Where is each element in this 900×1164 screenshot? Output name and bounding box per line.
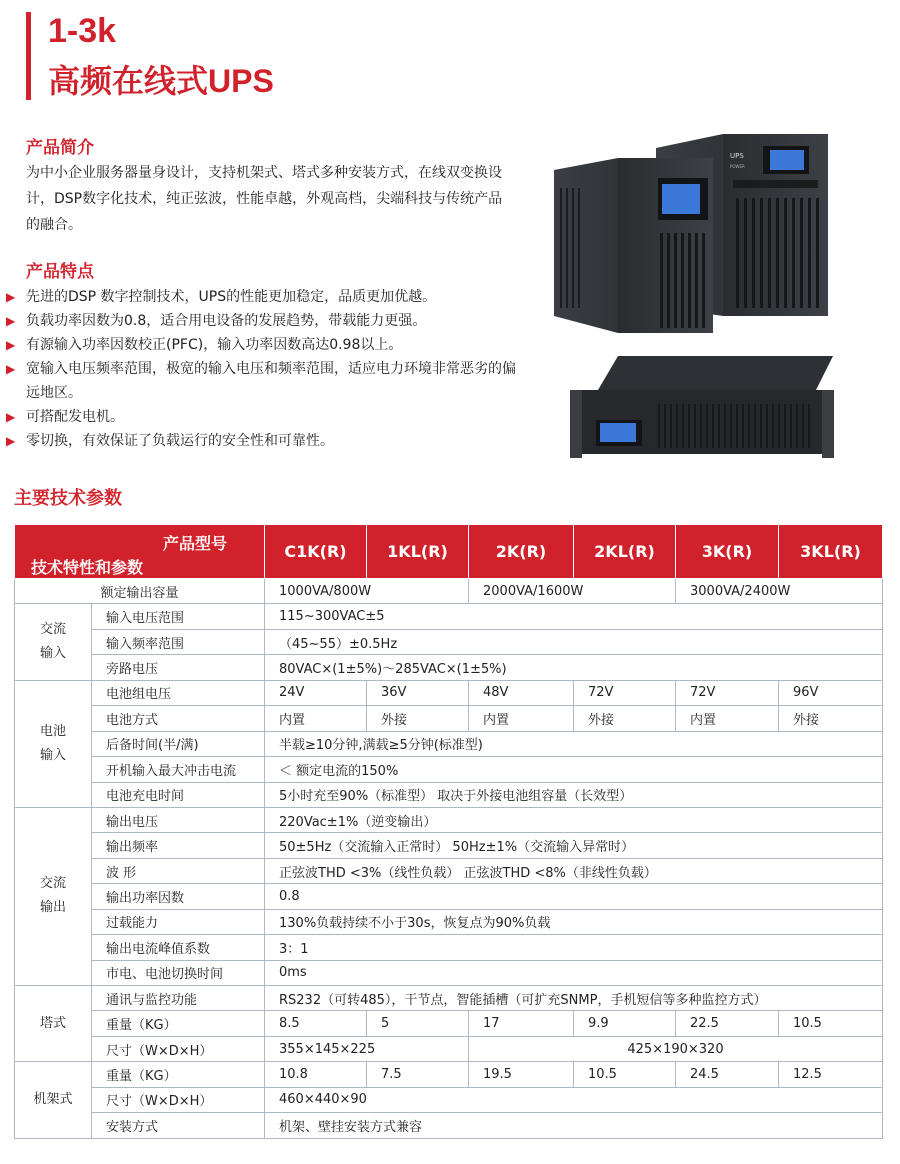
spec-value: 5	[367, 1011, 469, 1036]
model-header: 2KL(R)	[574, 525, 676, 579]
table-row	[15, 680, 883, 705]
param-label: 输入电压范围	[92, 604, 265, 629]
spec-value: 24.5	[676, 1062, 779, 1087]
param-label: 市电、电池切换时间	[92, 960, 265, 985]
table-row	[15, 833, 883, 858]
spec-value: 10.5	[574, 1062, 676, 1087]
table-row	[15, 629, 883, 654]
param-label: 尺寸（W×D×H）	[92, 1036, 265, 1061]
feature-item: ▶ 先进的DSP 数字控制技术，UPS的性能更加稳定，品质更加优越。	[6, 285, 516, 309]
arrow-right-icon: ▶	[6, 362, 16, 376]
ups-label: UPS	[730, 152, 744, 160]
table-row	[15, 604, 883, 629]
param-label: 安装方式	[92, 1113, 265, 1138]
spec-value: RS232（可转485），干节点，智能插槽（可扩充SNMP，手机短信等多种监控方式）	[265, 986, 883, 1011]
param-label: 通讯与监控功能	[92, 986, 265, 1011]
table-row	[15, 884, 883, 909]
spec-value: 7.5	[367, 1062, 469, 1087]
table-row	[15, 1087, 883, 1112]
spec-header-row	[15, 525, 883, 579]
feature-item: ▶ 宽输入电压频率范围，极宽的输入电压和频率范围，适应电力环境非常恶劣的偏远地区。	[6, 357, 516, 405]
spec-value: 外接	[779, 706, 883, 731]
table-row	[15, 1062, 883, 1087]
features-list	[6, 285, 516, 453]
spec-value: 19.5	[469, 1062, 574, 1087]
spec-value: 机架、壁挂安装方式兼容	[265, 1113, 883, 1138]
arrow-right-icon: ▶	[6, 434, 16, 448]
param-label: 波 形	[92, 858, 265, 883]
spec-value: 内置	[469, 706, 574, 731]
spec-value: 外接	[367, 706, 469, 731]
arrow-right-icon: ▶	[6, 338, 16, 352]
feature-item: ▶ 可搭配发电机。	[6, 405, 516, 429]
spec-value: ＜ 额定电流的150%	[265, 757, 883, 782]
table-row	[15, 706, 883, 731]
group-ac-input: 交流 输入	[15, 604, 92, 680]
table-row	[15, 757, 883, 782]
spec-value: 460×440×90	[265, 1087, 883, 1112]
param-label: 输出电流峰值系数	[92, 935, 265, 960]
spec-value: 36V	[367, 680, 469, 705]
model-header: 3K(R)	[676, 525, 779, 579]
spec-table	[14, 524, 883, 1139]
table-row	[15, 1011, 883, 1036]
spec-value: 1000VA/800W	[265, 579, 469, 604]
param-label: 电池充电时间	[92, 782, 265, 807]
spec-value: 72V	[676, 680, 779, 705]
corner-model-label: 产品型号	[163, 534, 228, 553]
param-label: 重量（KG）	[92, 1062, 265, 1087]
model-header: 3KL(R)	[779, 525, 883, 579]
spec-value: 内置	[265, 706, 367, 731]
specs-heading: 主要技术参数	[14, 488, 122, 509]
table-row	[15, 1036, 883, 1061]
feature-item: ▶ 零切换，有效保证了负载运行的安全性和可靠性。	[6, 429, 516, 453]
spec-value: 355×145×225	[265, 1036, 469, 1061]
spec-value: 115~300VAC±5	[265, 604, 883, 629]
spec-value: 12.5	[779, 1062, 883, 1087]
spec-value: 96V	[779, 680, 883, 705]
page-title-line2: 高频在线式UPS	[48, 63, 274, 99]
title-accent-bar	[26, 12, 31, 100]
spec-value: 9.9	[574, 1011, 676, 1036]
spec-value: 外接	[574, 706, 676, 731]
table-row	[15, 731, 883, 756]
table-row	[15, 1113, 883, 1138]
spec-value: 3：1	[265, 935, 883, 960]
spec-value: 17	[469, 1011, 574, 1036]
spec-value: 425×190×320	[469, 1036, 883, 1061]
spec-value: 72V	[574, 680, 676, 705]
group-ac-output: 交流 输出	[15, 807, 92, 985]
param-label: 输出功率因数	[92, 884, 265, 909]
arrow-right-icon: ▶	[6, 290, 16, 304]
spec-value: 80VAC×(1±5%)～285VAC×(1±5%)	[265, 655, 883, 680]
spec-value: 24V	[265, 680, 367, 705]
spec-value: 10.5	[779, 1011, 883, 1036]
table-row	[15, 909, 883, 934]
param-label: 重量（KG）	[92, 1011, 265, 1036]
param-label: 输出电压	[92, 807, 265, 832]
table-row	[15, 986, 883, 1011]
param-label: 尺寸（W×D×H）	[92, 1087, 265, 1112]
param-label: 开机输入最大冲击电流	[92, 757, 265, 782]
model-header: 1KL(R)	[367, 525, 469, 579]
spec-value: 220Vac±1%（逆变输出）	[265, 807, 883, 832]
table-row	[15, 858, 883, 883]
param-label: 过载能力	[92, 909, 265, 934]
table-row	[15, 579, 883, 604]
model-header: 2K(R)	[469, 525, 574, 579]
param-label: 输入频率范围	[92, 629, 265, 654]
spec-value: 2000VA/1600W	[469, 579, 676, 604]
intro-text: 为中小企业服务器量身设计，支持机架式、塔式多种安装方式，在线双变换设计，DSP数字化技术，纯正弦波，性能卓越，外观高档，尖端科技与传统产品的融合。	[26, 165, 503, 233]
feature-item: ▶ 有源输入功率因数校正(PFC)，输入功率因数高达0.98以上。	[6, 333, 516, 357]
spec-value: 22.5	[676, 1011, 779, 1036]
spec-value: 0.8	[265, 884, 883, 909]
param-label: 后备时间(半/满)	[92, 731, 265, 756]
group-battery: 电池 输入	[15, 680, 92, 807]
spec-value: 0ms	[265, 960, 883, 985]
table-row	[15, 807, 883, 832]
ups-product-image	[548, 128, 878, 473]
spec-value: （45~55）±0.5Hz	[265, 629, 883, 654]
table-row	[15, 960, 883, 985]
page-title-line1: 1-3k	[48, 12, 117, 50]
table-row	[15, 935, 883, 960]
param-label: 额定输出容量	[15, 579, 265, 604]
group-rack: 机架式	[15, 1062, 92, 1138]
arrow-right-icon: ▶	[6, 314, 16, 328]
spec-value: 半载≥10分钟,满载≥5分钟(标准型)	[265, 731, 883, 756]
param-label: 电池组电压	[92, 680, 265, 705]
spec-value: 5小时充至90%（标准型） 取决于外接电池组容量（长效型）	[265, 782, 883, 807]
group-tower: 塔式	[15, 986, 92, 1062]
param-label: 输出频率	[92, 833, 265, 858]
ups-sublabel: POWER	[730, 164, 745, 169]
table-row	[15, 782, 883, 807]
spec-value: 48V	[469, 680, 574, 705]
spec-corner-cell	[15, 525, 265, 579]
spec-value: 3000VA/2400W	[676, 579, 883, 604]
spec-value: 10.8	[265, 1062, 367, 1087]
spec-value: 50±5Hz（交流输入正常时） 50Hz±1%（交流输入异常时）	[265, 833, 883, 858]
feature-item: ▶ 负载功率因数为0.8，适合用电设备的发展趋势，带载能力更强。	[6, 309, 516, 333]
features-heading: 产品特点	[26, 262, 94, 282]
spec-value: 130%负载持续不小于30s，恢复点为90%负载	[265, 909, 883, 934]
intro-heading: 产品简介	[26, 138, 94, 158]
spec-value: 8.5	[265, 1011, 367, 1036]
param-label: 旁路电压	[92, 655, 265, 680]
table-row	[15, 655, 883, 680]
param-label: 电池方式	[92, 706, 265, 731]
spec-value: 内置	[676, 706, 779, 731]
spec-value: 正弦波THD <3%（线性负载） 正弦波THD <8%（非线性负载）	[265, 858, 883, 883]
model-header: C1K(R)	[265, 525, 367, 579]
corner-param-label: 技术特性和参数	[31, 558, 144, 577]
arrow-right-icon: ▶	[6, 410, 16, 424]
